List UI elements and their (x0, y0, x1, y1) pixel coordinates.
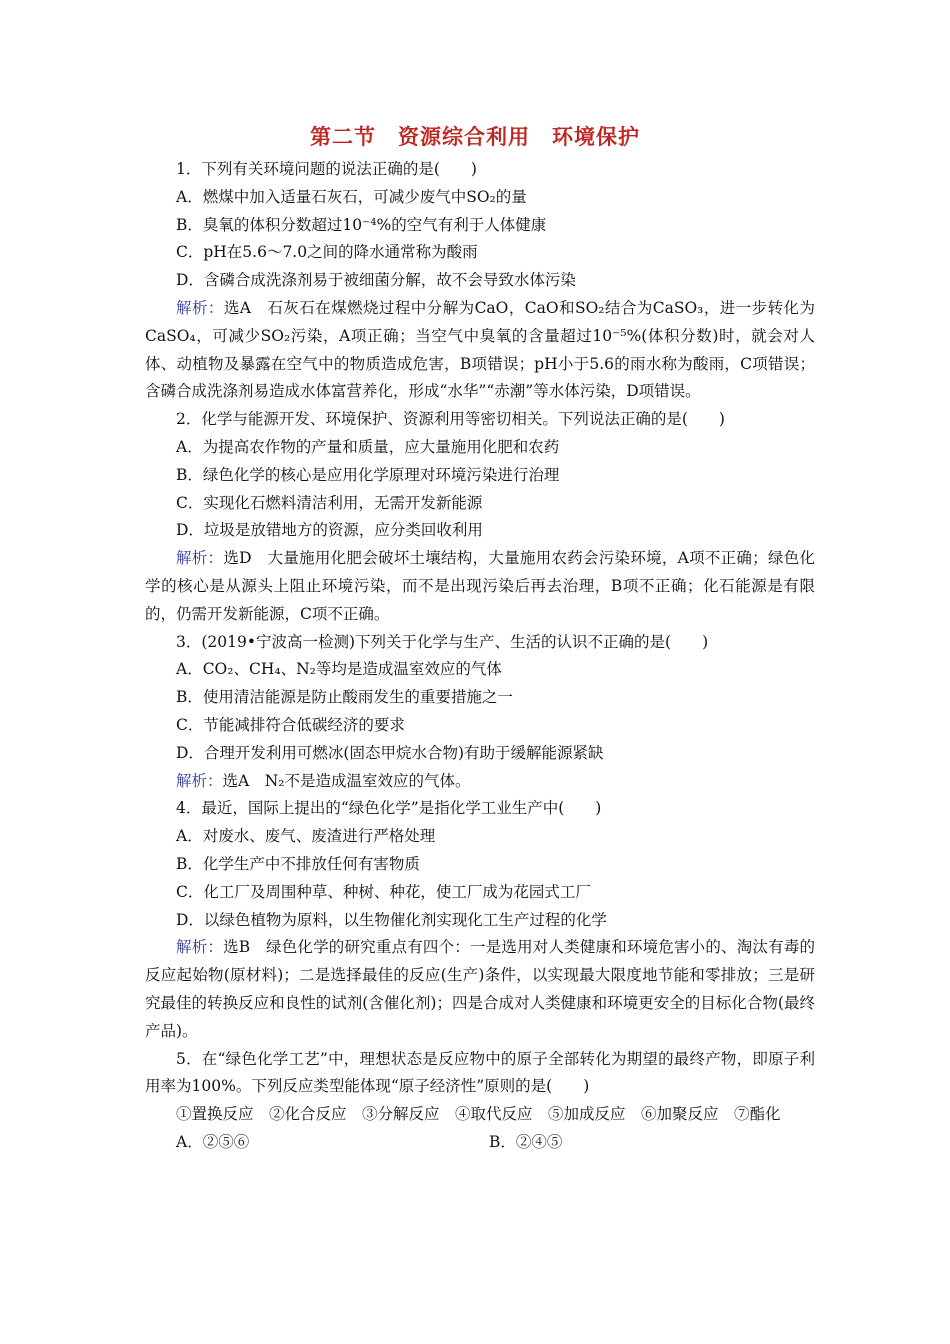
analysis-label: 解析： (176, 938, 224, 957)
text-line (145, 656, 815, 684)
text-line (145, 1046, 815, 1102)
analysis-label: 解析： (176, 298, 224, 317)
analysis-paragraph (145, 934, 815, 1045)
text-line (145, 490, 815, 518)
line-text: 选A 石灰石在煤燃烧过程中分解为CaO，CaO和SO₂结合为CaSO₃，进一步转化为CaSO₄，可减少SO₂污染，A项正确；当空气中臭氧的含量超过10⁻⁵%(体积分数)时，就会对人体、动植物及暴露在空气中的物质造成危害，B项错误；pH小于5.6的雨水称为酸雨，C项错误；含磷合成洗涤剂易造成水体富营养化，形成“水华”“赤潮”等水体污染，D项错误。 (145, 298, 815, 401)
line-text: D．含磷合成洗涤剂易于被细菌分解，故不会导致水体污染 (176, 271, 576, 290)
text-line (145, 712, 815, 740)
line-text: C．实现化石燃料清洁利用，无需开发新能源 (176, 493, 483, 512)
text-line (145, 879, 815, 907)
analysis-paragraph (145, 768, 815, 796)
analysis-label: 解析： (176, 771, 223, 790)
text-line (145, 517, 815, 545)
page-title: 第二节 资源综合利用 环境保护 (310, 125, 640, 149)
analysis-paragraph (145, 545, 815, 628)
line-text: 2．化学与能源开发、环境保护、资源利用等密切相关。下列说法正确的是( ) (176, 410, 725, 429)
text-line (145, 823, 815, 851)
line-text: 4．最近，国际上提出的“绿色化学”是指化学工业生产中( ) (176, 799, 602, 818)
line-text: 选A N₂不是造成温室效应的气体。 (222, 771, 471, 790)
text-line (145, 740, 815, 768)
line-text: B．绿色化学的核心是应用化学原理对环境污染进行治理 (176, 465, 560, 484)
text-line (145, 156, 815, 184)
text-line (145, 212, 815, 240)
line-text: A．对废水、废气、废渣进行严格处理 (176, 827, 436, 846)
text-line (145, 267, 815, 295)
line-text: D．以绿色植物为原料，以生物催化剂实现化工生产过程的化学 (176, 910, 607, 929)
line-text: B．臭氧的体积分数超过10⁻⁴%的空气有利于人体健康 (176, 215, 547, 234)
answer-option: B．②④⑤ (489, 1132, 563, 1151)
line-text: A．为提高农作物的产量和质量，应大量施用化肥和农药 (176, 437, 560, 456)
line-text: B．使用清洁能源是防止酸雨发生的重要措施之一 (176, 688, 513, 707)
line-text: A．CO₂、CH₄、N₂等均是造成温室效应的气体 (176, 660, 502, 679)
line-text: C．节能减排符合低碳经济的要求 (176, 715, 405, 734)
analysis-label: 解析： (176, 549, 224, 568)
text-line (145, 795, 815, 823)
analysis-paragraph (145, 295, 815, 406)
text-line (145, 184, 815, 212)
line-text: 选D 大量施用化肥会破坏土壤结构，大量施用农药会污染环境，A项不正确；绿色化学的核心是从源头上阻止环境污染，而不是出现污染后再去治理，B项不正确；化石能源是有限的，仍需开发新能源，C项不正确。 (145, 549, 815, 623)
answer-option: A．②⑤⑥ (176, 1132, 250, 1151)
line-text: 1．下列有关环境问题的说法正确的是( ) (176, 160, 477, 178)
text-line (145, 406, 815, 434)
line-text: ①置换反应 ②化合反应 ③分解反应 ④取代反应 ⑤加成反应 ⑥加聚反应 ⑦酯化 (176, 1105, 781, 1124)
text-line (145, 434, 815, 462)
line-text: C．化工厂及周围种草、种树、种花，使工厂成为花园式工厂 (176, 882, 591, 901)
line-text: B．化学生产中不排放任何有害物质 (176, 854, 420, 873)
text-line (145, 239, 815, 267)
text-line (145, 1101, 815, 1129)
line-text: 5．在“绿色化学工艺”中，理想状态是反应物中的原子全部转化为期望的最终产物，即原子利用率为100%。下列反应类型能体现“原子经济性”原则的是( ) (145, 1049, 815, 1096)
document-body (145, 156, 815, 1157)
text-line (145, 851, 815, 879)
line-text: A．燃煤中加入适量石灰石，可减少废气中SO₂的量 (176, 187, 527, 206)
answer-options-row (145, 1129, 815, 1157)
line-text: D．垃圾是放错地方的资源，应分类回收利用 (176, 521, 483, 540)
text-line (145, 684, 815, 712)
line-text: D．合理开发利用可燃冰(固态甲烷水合物)有助于缓解能源紧缺 (176, 743, 604, 762)
text-line (145, 629, 815, 657)
text-line (145, 462, 815, 490)
line-text: C．pH在5.6～7.0之间的降水通常称为酸雨 (176, 243, 478, 262)
line-text: 选B 绿色化学的研究重点有四个：一是选用对人类健康和环境危害小的、淘汰有毒的反应起始物(原材料)；二是选择最佳的反应(生产)条件，以实现最大限度地节能和零排放；三是研究最佳的转换反应和良性的试剂(含催化剂)；四是合成对人类健康和环境更安全的目标化合物(最终产品)。 (145, 938, 815, 1040)
line-text: 3．(2019•宁波高一检测)下列关于化学与生产、生活的认识不正确的是( ) (176, 632, 709, 651)
text-line (145, 907, 815, 935)
